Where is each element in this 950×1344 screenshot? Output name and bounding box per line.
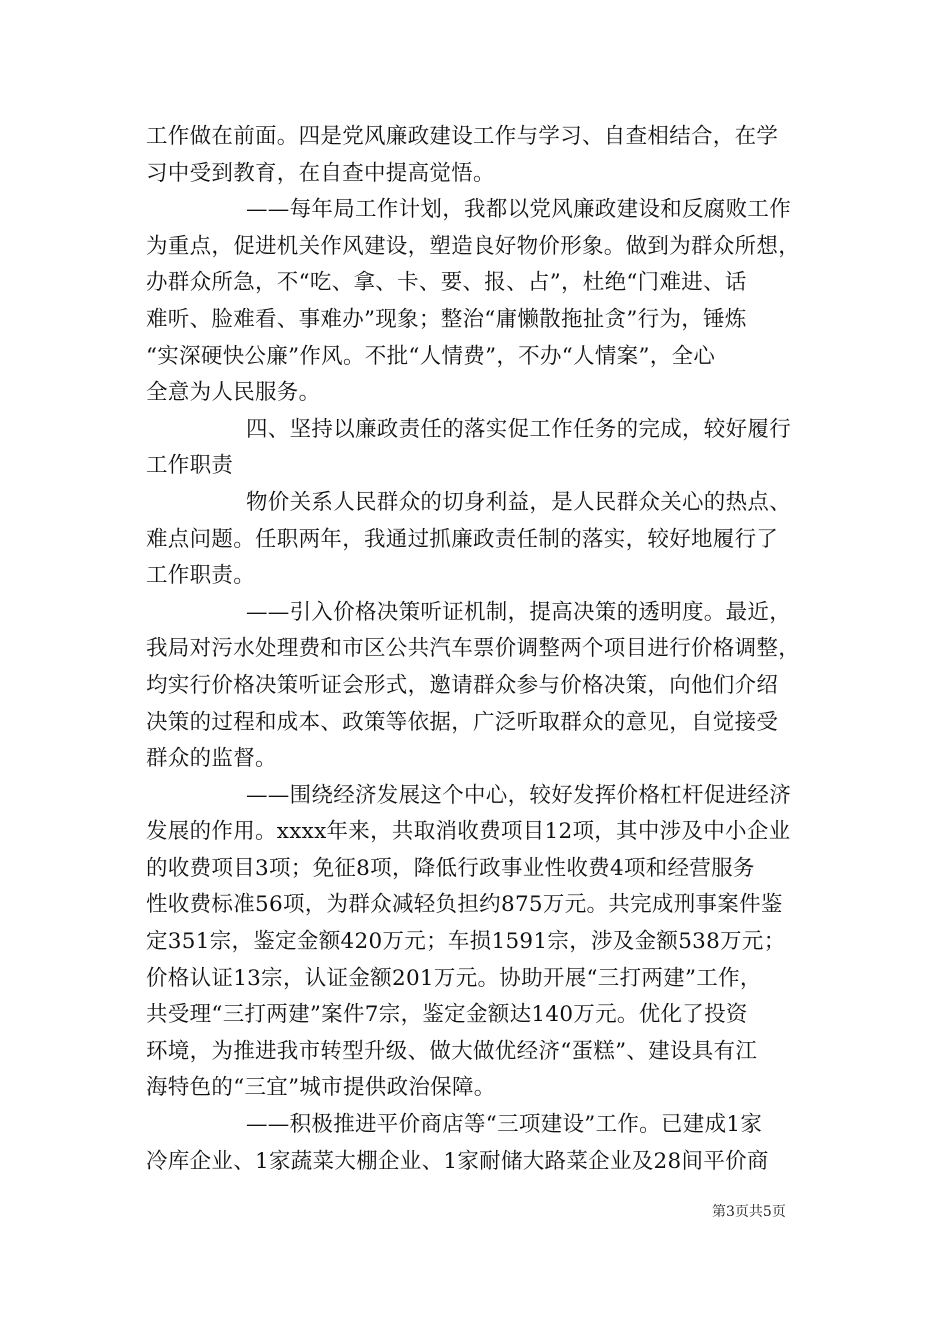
text-line: 办群众所急，不“吃、拿、卡、要、报、占”，杜绝“门难进、话 bbox=[146, 270, 747, 296]
section-heading: 四、坚持以廉政责任的落实促工作任务的完成，较好履行 bbox=[246, 416, 792, 442]
text-line: 价格认证13宗，认证金额201万元。协助开展“三打两建”工作， bbox=[146, 965, 762, 991]
text-line: 难听、脸难看、事难办”现象；整治“庸懒散拖扯贪”行为，锤炼 bbox=[146, 306, 747, 332]
text-line: 工作职责。 bbox=[146, 563, 256, 589]
text-line: 物价关系人民群众的切身利益，是人民群众关心的热点、 bbox=[246, 489, 792, 515]
section-heading: 工作职责 bbox=[146, 453, 234, 479]
body-text bbox=[146, 119, 810, 1180]
text-line: 定351宗，鉴定金额420万元；车损1591宗，涉及金额538万元； bbox=[146, 929, 786, 955]
text-line: 习中受到教育，在自查中提高觉悟。 bbox=[146, 160, 495, 186]
text-line: ——引入价格决策听证机制，提高决策的透明度。最近， bbox=[246, 599, 792, 625]
text-line: 的收费项目3项；免征8项，降低行政事业性收费4项和经营服务 bbox=[146, 855, 755, 881]
text-line: 海特色的“三宜”城市提供政治保障。 bbox=[146, 1075, 496, 1101]
text-line: ——围绕经济发展这个中心，较好发挥价格杠杆促进经济 bbox=[246, 782, 792, 808]
text-line: 为重点，促进机关作风建设，塑造良好物价形象。做到为群众所想， bbox=[146, 233, 801, 259]
text-line: 全意为人民服务。 bbox=[146, 380, 321, 406]
text-line: 均实行价格决策听证会形式，邀请群众参与价格决策，向他们介绍 bbox=[146, 672, 779, 698]
text-line: 性收费标准56项，为群众减轻负担约875万元。共完成刑事案件鉴 bbox=[146, 892, 783, 918]
text-line: ——每年局工作计划，我都以党风廉政建设和反腐败工作 bbox=[246, 197, 792, 223]
text-line: 难点问题。任职两年，我通过抓廉政责任制的落实，较好地履行了 bbox=[146, 526, 779, 552]
text-line: “实深硬快公廉”作风。不批“人情费”，不办“人情案”，全心 bbox=[146, 343, 716, 369]
text-line: 发展的作用。xxxx年来，共取消收费项目12项，其中涉及中小企业 bbox=[146, 819, 791, 845]
text-line: 群众的监督。 bbox=[146, 746, 277, 772]
text-line: 决策的过程和成本、政策等依据，广泛听取群众的意见，自觉接受 bbox=[146, 709, 779, 735]
text-line: 环境，为推进我市转型升级、做大做优经济“蛋糕”、建设具有江 bbox=[146, 1038, 758, 1064]
text-line: 共受理“三打两建”案件7宗，鉴定金额达140万元。优化了投资 bbox=[146, 1002, 748, 1028]
text-line: 冷库企业、1家蔬菜大棚企业、1家耐储大路菜企业及28间平价商 bbox=[146, 1148, 769, 1174]
page-number-footer: 第3页共5页 bbox=[712, 1204, 786, 1220]
text-line: ——积极推进平价商店等“三项建设”工作。已建成1家 bbox=[246, 1112, 763, 1138]
text-line: 工作做在前面。四是党风廉政建设工作与学习、自查相结合，在学 bbox=[146, 124, 779, 149]
text-line: 我局对污水处理费和市区公共汽车票价调整两个项目进行价格调整， bbox=[146, 636, 801, 662]
